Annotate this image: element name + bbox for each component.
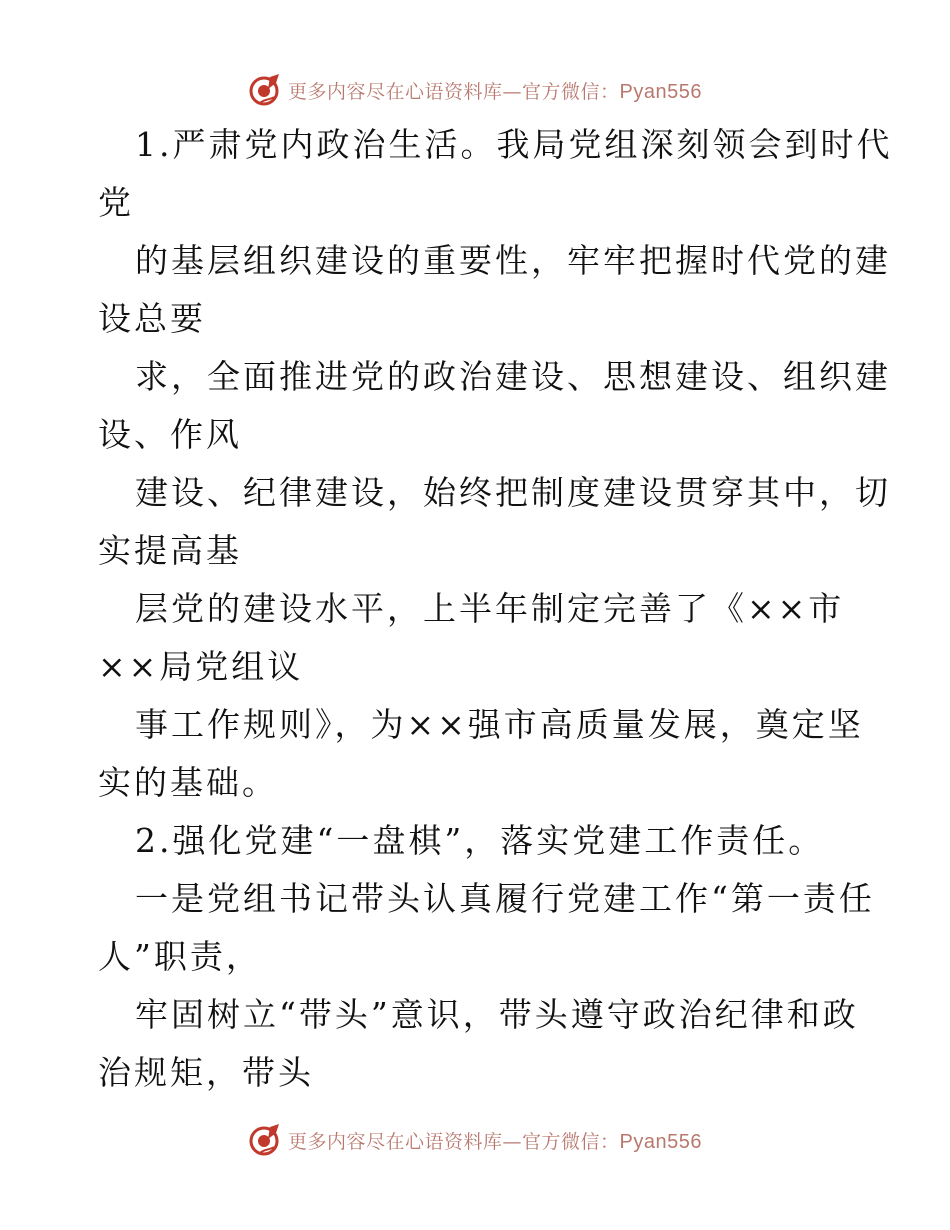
body-line: 求，全面推进党的政治建设、思想建设、组织建	[135, 357, 891, 396]
body-line: 实的基础。	[98, 763, 278, 802]
body-line: 治规矩，带头	[98, 1053, 314, 1092]
header-banner-text: 更多内容尽在心语资料库—官方微信：	[288, 80, 620, 103]
footer-wechat-id: Pyan556	[619, 1130, 702, 1153]
body-line: 党	[98, 183, 134, 222]
body-line: 2.强化党建“一盘棋”，落实党建工作责任。	[135, 821, 825, 860]
body-line: 1.严肃党内政治生活。我局党组深刻领会到时代	[135, 125, 893, 164]
body-line: 人”职责，	[98, 937, 262, 976]
pen-logo-icon	[248, 1123, 282, 1157]
pen-logo-icon	[248, 73, 282, 107]
header-banner-label	[288, 77, 702, 104]
body-line: 层党的建设水平，上半年制定完善了《××市	[135, 589, 845, 628]
header-banner	[0, 70, 950, 110]
footer-banner-label	[288, 1127, 702, 1154]
header-wechat-id: Pyan556	[619, 80, 702, 103]
footer-banner	[0, 1120, 950, 1160]
footer-banner-text: 更多内容尽在心语资料库—官方微信：	[288, 1130, 620, 1153]
body-line: 牢固树立“带头”意识，带头遵守政治纪律和政	[135, 995, 859, 1034]
body-line: 实提高基	[98, 531, 242, 570]
document-body	[98, 116, 893, 1102]
body-line: 事工作规则》，为××强市高质量发展，奠定坚	[135, 705, 864, 744]
body-line: ××局党组议	[98, 647, 304, 686]
body-line: 建设、纪律建设，始终把制度建设贯穿其中，切	[135, 473, 891, 512]
body-line: 设总要	[98, 299, 206, 338]
body-line: 一是党组书记带头认真履行党建工作“第一责任	[135, 879, 875, 918]
body-line: 的基层组织建设的重要性，牢牢把握时代党的建	[135, 241, 891, 280]
body-line: 设、作风	[98, 415, 242, 454]
